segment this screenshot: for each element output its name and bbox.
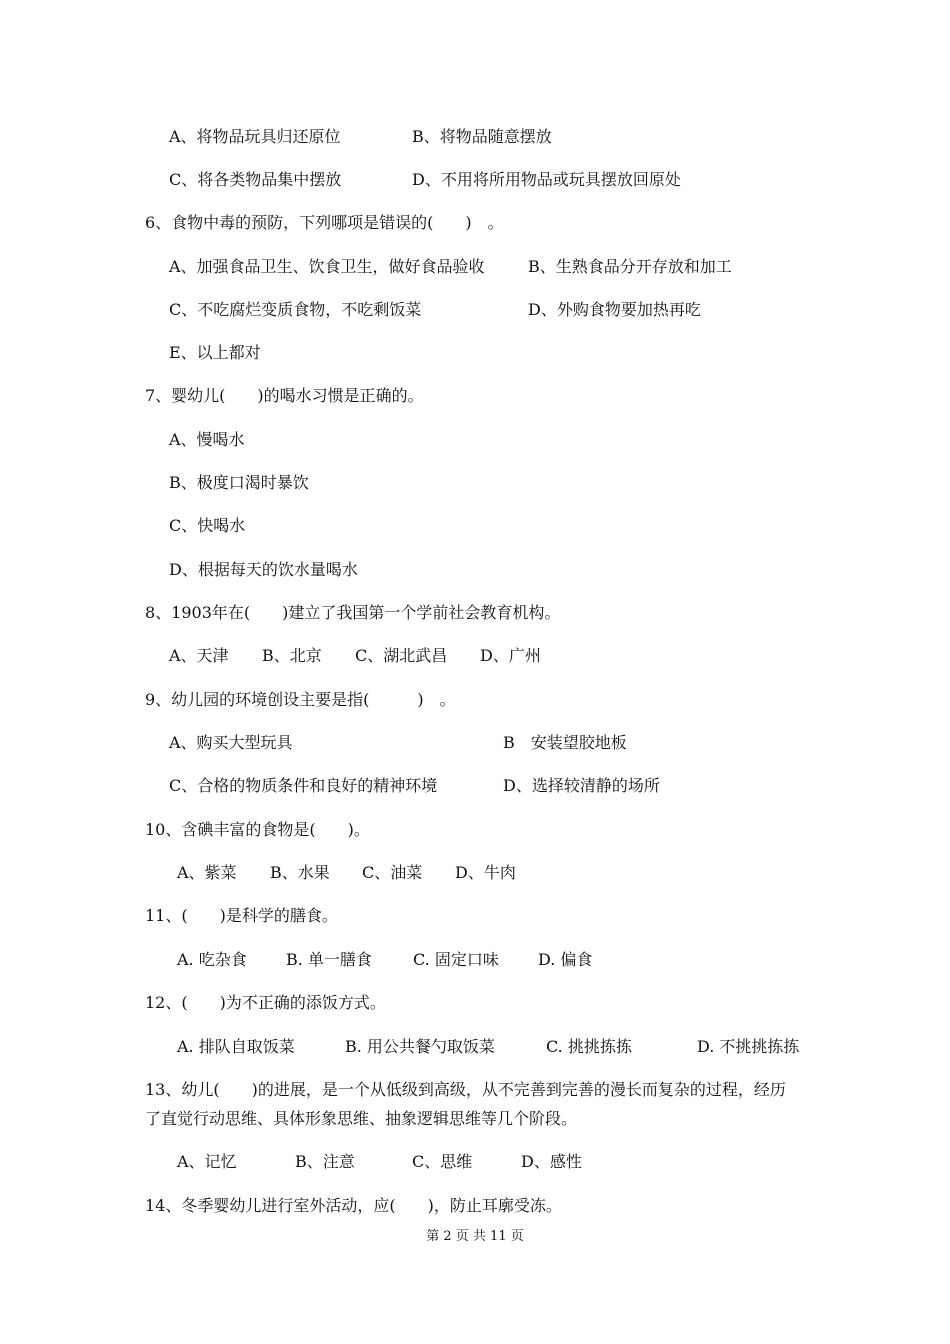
q12-option-d: D. 不挑挑拣拣 (697, 1037, 800, 1056)
q13-option-a: A、记忆 (177, 1152, 237, 1171)
q12-stem: 12、( )为不正确的添饭方式。 (145, 993, 386, 1012)
q10-option-c: C、油菜 (362, 863, 423, 882)
q5-option-c: C、将各类物品集中摆放 (169, 170, 342, 189)
q7-option-b: B、极度口渴时暴饮 (169, 473, 309, 492)
q8-option-b: B、北京 (262, 646, 322, 665)
q6-option-a: A、加强食品卫生、饮食卫生，做好食品验收 (169, 257, 485, 276)
q10-option-b: B、水果 (270, 863, 330, 882)
q9-option-d: D、选择较清静的场所 (503, 776, 660, 795)
q13-stem-line1: 13、幼儿( )的进展，是一个从低级到高级，从不完善到完善的漫长而复杂的过程，经历 (145, 1080, 786, 1099)
q9-option-b: B 安装望胶地板 (503, 733, 627, 752)
q6-option-e: E、以上都对 (169, 343, 261, 362)
q8-option-c: C、湖北武昌 (355, 646, 448, 665)
q13-option-c: C、思维 (412, 1152, 473, 1171)
q8-option-a: A、天津 (169, 646, 229, 665)
q5-option-a: A、将物品玩具归还原位 (169, 127, 341, 146)
q11-option-b: B. 单一膳食 (286, 950, 372, 969)
q7-option-c: C、快喝水 (169, 516, 246, 535)
q7-option-a: A、慢喝水 (169, 430, 245, 449)
q11-option-d: D. 偏食 (538, 950, 593, 969)
q11-stem: 11、( )是科学的膳食。 (145, 906, 338, 925)
q11-option-a: A. 吃杂食 (177, 950, 247, 969)
q8-option-d: D、广州 (480, 646, 541, 665)
q10-option-d: D、牛肉 (455, 863, 516, 882)
q8-stem: 8、1903年在( )建立了我国第一个学前社会教育机构。 (145, 603, 561, 622)
q6-option-d: D、外购食物要加热再吃 (528, 300, 701, 319)
q6-stem: 6、食物中毒的预防，下列哪项是错误的( ) 。 (145, 213, 504, 232)
page-footer: 第 2 页 共 11 页 (426, 1229, 524, 1244)
q9-option-c: C、合格的物质条件和良好的精神环境 (169, 776, 438, 795)
q6-option-b: B、生熟食品分开存放和加工 (528, 257, 732, 276)
q6-option-c: C、不吃腐烂变质食物，不吃剩饭菜 (169, 300, 422, 319)
q5-option-b: B、将物品随意摆放 (412, 127, 552, 146)
q12-option-c: C. 挑挑拣拣 (546, 1037, 632, 1056)
q10-stem: 10、含碘丰富的食物是( )。 (145, 820, 370, 839)
q12-option-a: A. 排队自取饭菜 (177, 1037, 295, 1056)
q13-stem-line2: 了直觉行动思维、具体形象思维、抽象逻辑思维等几个阶段。 (145, 1109, 578, 1128)
q11-option-c: C. 固定口味 (413, 950, 499, 969)
q9-option-a: A、购买大型玩具 (169, 733, 293, 752)
q13-option-b: B、注意 (295, 1152, 355, 1171)
q10-option-a: A、紫菜 (177, 863, 237, 882)
q13-option-d: D、感性 (521, 1152, 582, 1171)
q12-option-b: B. 用公共餐勺取饭菜 (345, 1037, 495, 1056)
q5-option-d: D、不用将所用物品或玩具摆放回原处 (412, 170, 681, 189)
q14-stem: 14、冬季婴幼儿进行室外活动，应( )，防止耳廓受冻。 (145, 1196, 562, 1215)
q7-option-d: D、根据每天的饮水量喝水 (169, 560, 358, 579)
q9-stem: 9、幼儿园的环境创设主要是指( ) 。 (145, 690, 456, 709)
q7-stem: 7、婴幼儿( )的喝水习惯是正确的。 (145, 386, 424, 405)
